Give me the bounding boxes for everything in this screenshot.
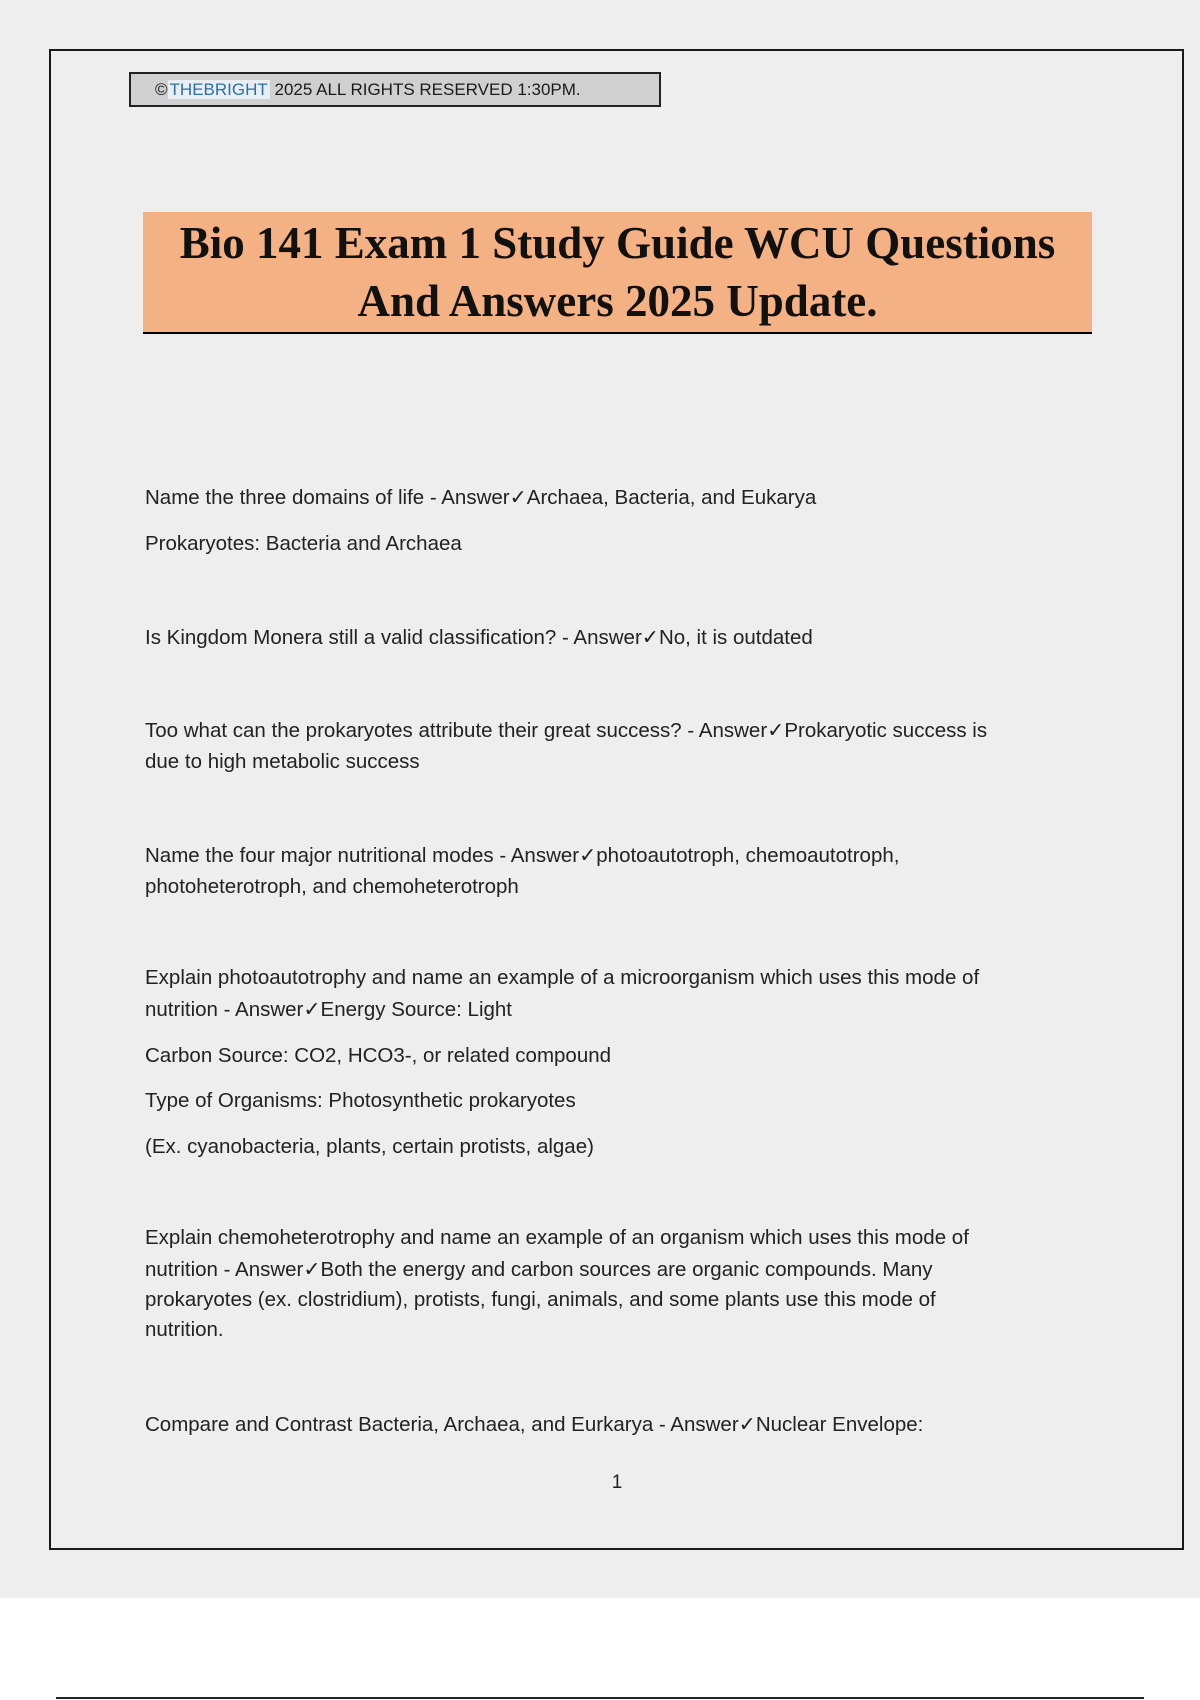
qa-line: nutrition. [145,1318,224,1341]
qa-line: Too what can the prokaryotes attribute their great success? - Answer✓Prokaryotic success is [145,719,988,742]
copyright-banner [129,72,661,107]
title-line-2: And Answers 2025 Update. [357,276,878,326]
page-title [180,214,1056,330]
qa-line: Type of Organisms: Photosynthetic prokaryotes [145,1089,576,1112]
qa-line: Name the four major nutritional modes - Answer✓photoautotroph, chemoautotroph, [145,844,900,867]
qa-line: nutrition - Answer✓Energy Source: Light [145,998,512,1021]
qa-line: photoheterotroph, and chemoheterotroph [145,875,519,898]
qa-line: Carbon Source: CO2, HCO3-, or related compound [145,1044,612,1067]
divider [56,1697,1144,1699]
copyright-symbol: © [155,80,168,99]
qa-line: Prokaryotes: Bacteria and Archaea [145,532,462,555]
copyright-rights: 2025 ALL RIGHTS RESERVED 1:30PM. [274,80,581,99]
qa-line: Explain photoautotrophy and name an example of a microorganism which uses this mode of [145,966,980,989]
title-line-1: Bio 141 Exam 1 Study Guide WCU Questions [179,218,1056,268]
qa-line: Explain chemoheterotrophy and name an example of an organism which uses this mode of [145,1226,969,1249]
document-title [143,212,1092,334]
qa-line: Name the three domains of life - Answer✓Archaea, Bacteria, and Eukarya [145,486,817,509]
qa-line: prokaryotes (ex. clostridium), protists, fungi, animals, and some plants use this mode of [145,1288,936,1311]
copyright-brand: THEBRIGHT [169,80,268,99]
page-number: 1 [611,1472,623,1493]
qa-line: (Ex. cyanobacteria, plants, certain protists, algae) [145,1135,594,1158]
qa-line: nutrition - Answer✓Both the energy and carbon sources are organic compounds. Many [145,1258,933,1281]
qa-line: due to high metabolic success [145,750,420,773]
qa-line: Compare and Contrast Bacteria, Archaea, and Eurkarya - Answer✓Nuclear Envelope: [145,1413,924,1436]
qa-line: Is Kingdom Monera still a valid classification? - Answer✓No, it is outdated [145,626,813,649]
